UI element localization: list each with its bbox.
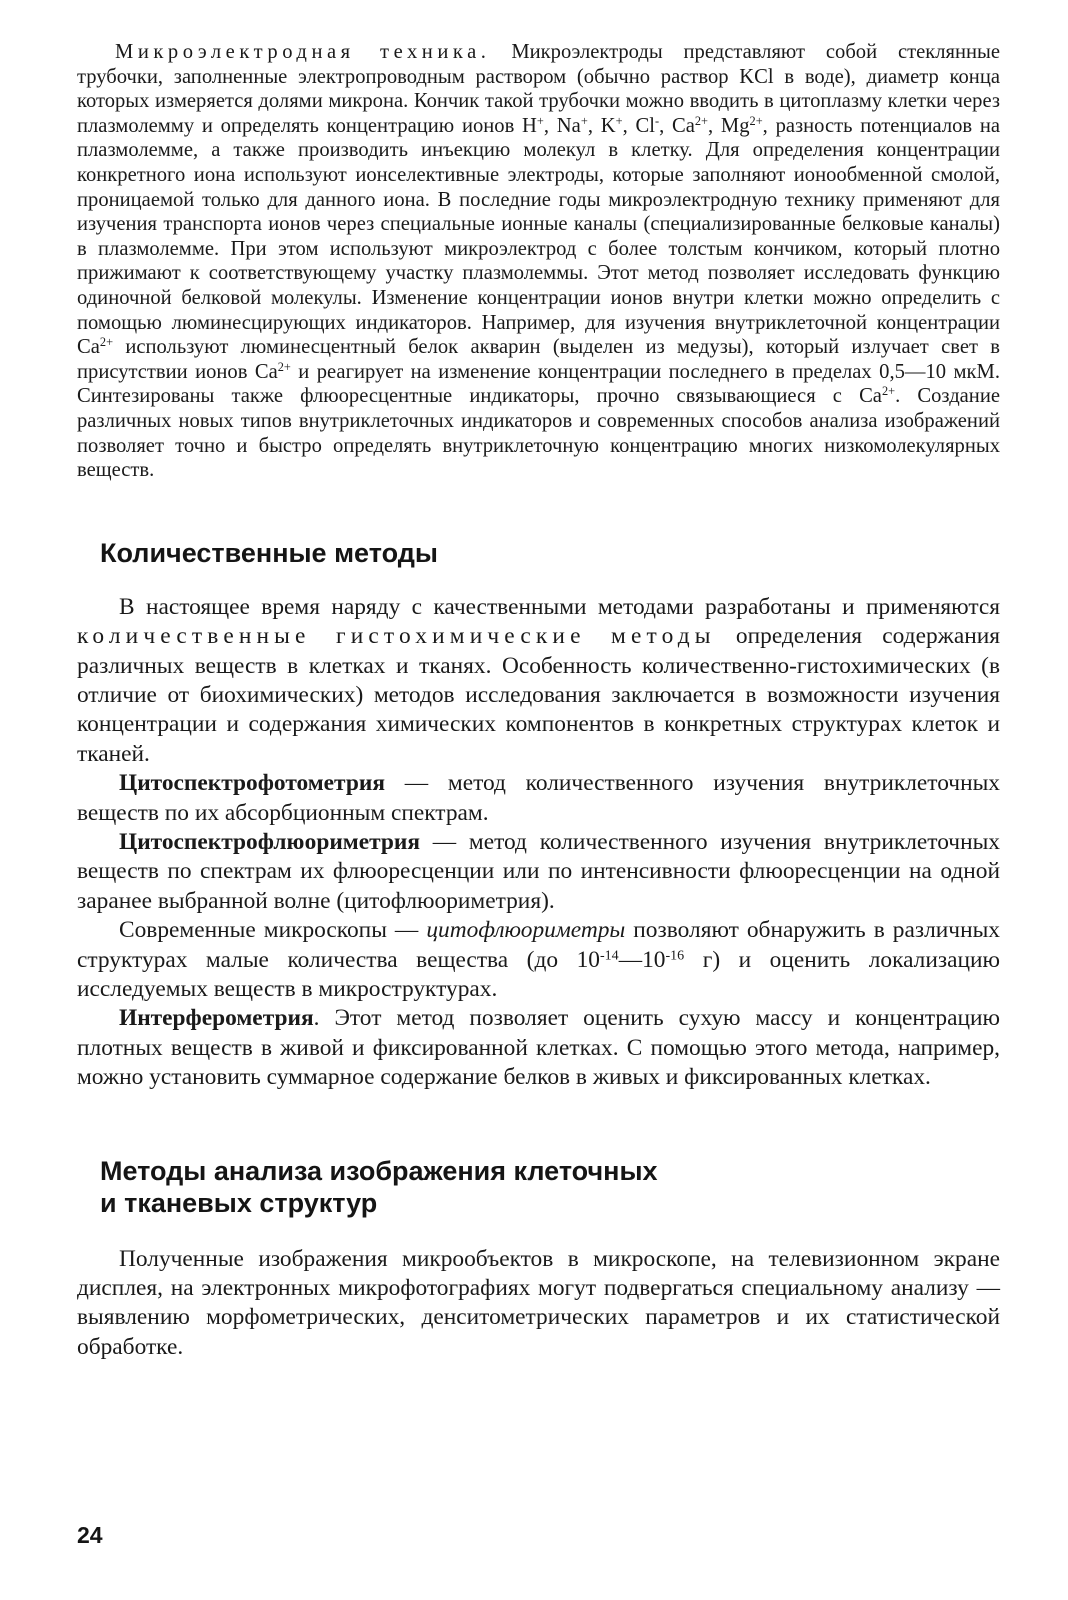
text-span: , Cl — [622, 114, 655, 137]
term-cytofluorimeters: цитофлюориметры — [426, 917, 626, 944]
text-span: Микроэлектроды представляют собой стеклянные трубочки, заполненные электропроводным раствором (обычно раствор KCl в воде), диаметр конца которых измеряется долями микрона. Кончик такой трубочки можно вводить в цитоплазму клетки через плазмолемму и определять концентрацию ионов H — [77, 41, 1000, 137]
paragraph-image-analysis: Полученные изображения микрообъектов в микроскопе, на телевизионном экране дисплея, на электронных микрофотографиях могут подвергаться специальному анализу — выявлению морфометрических, денситометрических параметров и их статистической обработке. — [77, 1245, 1000, 1360]
superscript: - — [654, 113, 660, 128]
superscript: + — [615, 113, 623, 128]
heading-line: и тканевых структур — [100, 1187, 378, 1218]
text-span: — метод количественного изучения внутриклеточных веществ по их абсорбционным спектрам. — [77, 770, 1000, 826]
term-interferometry: Интерферометрия — [119, 1005, 314, 1032]
text-span: определения содержания различных веществ в клетках и тканях. Особенность количественно-гистохимических (в отличие от биохимических) методов исследования заключается в возможности изучения концентрации и содержания химических компонентов в конкретных структурах клеток и тканей. — [77, 623, 1000, 767]
paragraph-quantitative-intro — [77, 593, 1000, 769]
text-span: , Mg — [708, 114, 750, 137]
heading-line: Методы анализа изображения клеточных — [100, 1155, 658, 1186]
paragraph-cytospectrofluorimetry — [77, 828, 1000, 916]
superscript: + — [580, 113, 588, 128]
superscript: -16 — [665, 946, 685, 963]
text-span: . Создание различных новых типов внутриклеточных индикаторов и современных способов анализа изображений позволяет точно и быстро определять внутриклеточную концентрацию многих низкомолекулярных веществ. — [77, 385, 1000, 482]
superscript: + — [536, 113, 544, 128]
term-quantitative-histochemical: количественные гистохимические методы — [77, 623, 716, 650]
text-span: —10 — [618, 946, 666, 973]
text-span: — метод количественного изучения внутриклеточных веществ по спектрам их флюоресценции или по интенсивности флюоресценции на одной заранее выбранной волне (цитофлюориметрия). — [77, 828, 1000, 914]
text-span: позволяют обнаружить в различных структурах малые количества вещества (до 10 — [77, 917, 1001, 973]
text-span: , разность потенциалов на плазмолемме, а также производить инъекцию молекул в клетку. Для определения концентрации конкретного иона используют ионселективные электроды, которые заполняют ионообменной смолой, проницаемой только для данного иона. В последние годы микроэлектродную технику применяют для изучения транспорта ионов через специальные ионные каналы (специализированные белковые каналы) в плазмолемме. При этом используют микроэлектрод с более толстым кончиком, который плотно прижимают к соответствующему участку плазмолеммы. Этот метод позволяет исследовать функцию одиночной белковой молекулы. Изменение концентрации ионов внутри клетки можно определить с помощью люминесцирующих индикаторов. Например, для изучения внутриклеточной концентрации Ca — [77, 114, 1001, 359]
paragraph-interferometry — [77, 1004, 1000, 1092]
paragraph-cytofluorimeters — [77, 916, 1000, 1004]
text-span: В настоящее время наряду с качественными методами разработаны и применяются — [119, 593, 1000, 620]
term-cytospectrophotometry: Цитоспектрофотометрия — [119, 770, 385, 797]
superscript: 2+ — [749, 113, 763, 128]
text-span: , K — [587, 114, 616, 137]
superscript: 2+ — [99, 335, 114, 350]
term-microelectrode: Микроэлектродная техника. — [115, 41, 491, 63]
text-span: г) и оценить локализацию исследуемых веществ в микроструктурах. — [77, 946, 1000, 1002]
paragraph-cytospectrophotometry — [77, 769, 1000, 828]
text-span: Современные микроскопы — — [119, 917, 427, 944]
superscript: -14 — [599, 946, 619, 963]
page-number: 24 — [77, 1522, 103, 1548]
text-span: , Na — [543, 114, 581, 137]
superscript: 2+ — [881, 384, 896, 399]
text-span: , Ca — [659, 114, 695, 137]
superscript: 2+ — [277, 359, 291, 374]
term-cytospectrofluorimetry: Цитоспектрофлюориметрия — [119, 828, 421, 855]
text-span: . Этот метод позволяет оценить сухую массу и концентрацию плотных веществ в живой и фиксированной клетках. С помощью этого метода, например, можно установить суммарное содержание белков в живых и фиксированных клетках. — [77, 1005, 1000, 1091]
text-span: и реагирует на изменение концентрации последнего в пределах 0,5—10 мкМ. Синтезированы также флюоресцентные индикаторы, прочно связывающиеся с Ca — [77, 360, 1000, 408]
superscript: 2+ — [694, 113, 708, 128]
text-span: используют люминесцентный белок акварин (выделен из медузы), который излучает свет в присутствии ионов Ca — [77, 336, 1000, 383]
heading-quantitative-methods: Количественные методы — [100, 537, 438, 568]
paragraph-microelectrode — [77, 40, 1000, 483]
heading-image-analysis-methods — [77, 1155, 1000, 1219]
